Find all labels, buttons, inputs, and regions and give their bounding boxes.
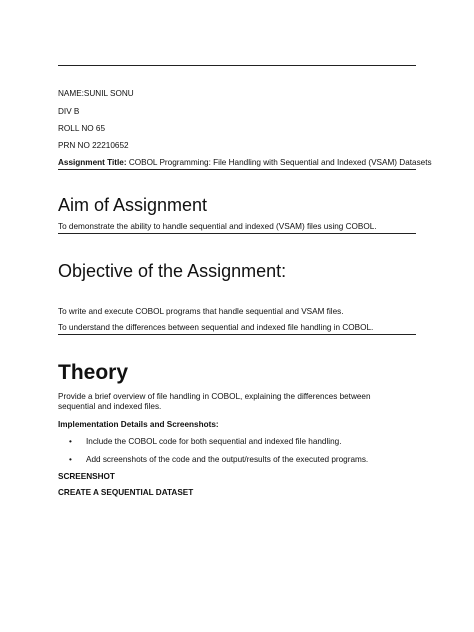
objective-rule (58, 334, 416, 335)
bullet-dot: • (69, 455, 72, 464)
bullet-dot: • (69, 437, 72, 446)
bullet-item-1: Include the COBOL code for both sequential and indexed file handling. (86, 437, 342, 446)
objective-item-1: To write and execute COBOL programs that handle sequential and VSAM files. (58, 307, 344, 316)
screenshot-label: SCREENSHOT (58, 472, 115, 481)
student-name: NAME:SUNIL SONU (58, 89, 134, 98)
student-prn: PRN NO 22210652 (58, 141, 129, 150)
assignment-title (58, 158, 432, 168)
aim-rule (58, 233, 416, 234)
implementation-label: Implementation Details and Screenshots: (58, 420, 219, 429)
objective-heading: Objective of the Assignment: (58, 261, 287, 281)
title-rule (58, 169, 416, 170)
theory-heading: Theory (58, 361, 129, 384)
top-rule (58, 65, 416, 66)
create-dataset-label: CREATE A SEQUENTIAL DATASET (58, 488, 194, 497)
student-div: DIV B (58, 107, 80, 116)
bullet-item-2: Add screenshots of the code and the output/results of the executed programs. (86, 455, 369, 464)
theory-text: Provide a brief overview of file handling in COBOL, explaining the differences between sequential and indexed files. (58, 392, 371, 411)
aim-heading: Aim of Assignment (58, 195, 208, 215)
assignment-title-label: Assignment Title: (58, 158, 127, 167)
aim-text: To demonstrate the ability to handle sequential and indexed (VSAM) files using COBOL. (58, 222, 377, 231)
student-roll: ROLL NO 65 (58, 124, 106, 133)
objective-item-2: To understand the differences between sequential and indexed file handling in COBOL. (58, 323, 374, 332)
assignment-title-value: COBOL Programming: File Handling with Sequential and Indexed (VSAM) Datasets (126, 158, 432, 167)
